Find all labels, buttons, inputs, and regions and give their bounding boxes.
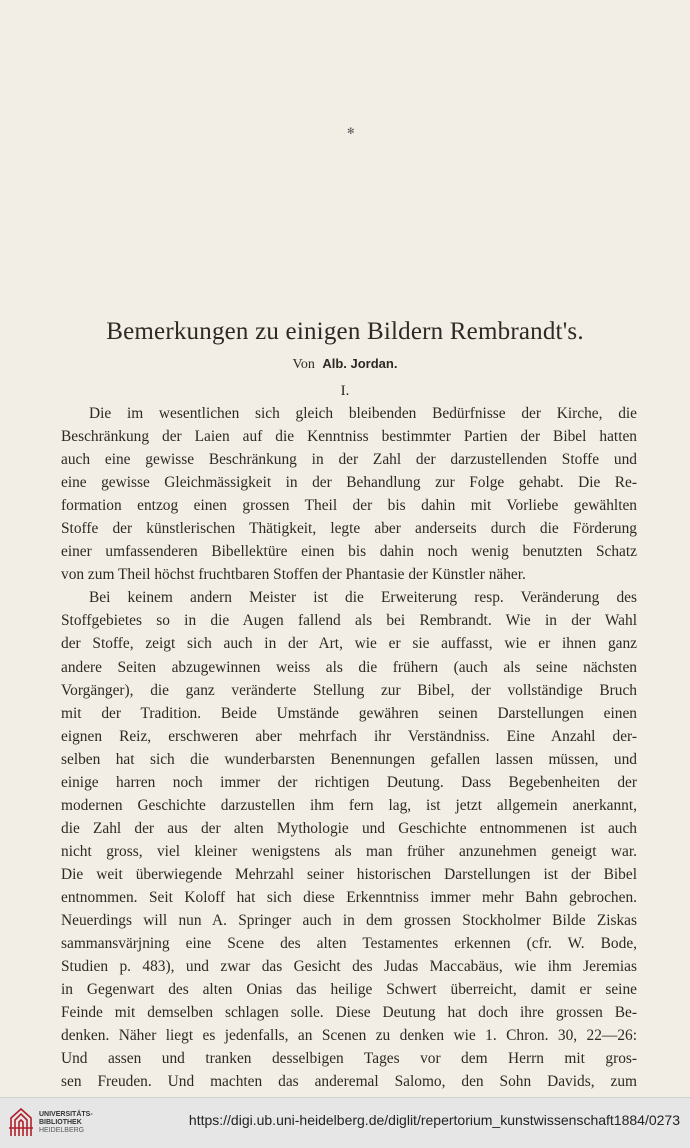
text-line: Bei keinem andern Meister ist die Erweiterung resp. Veränderung des <box>89 589 637 607</box>
byline-prefix: Von <box>292 357 315 372</box>
text-line: Neuerdings will nun A. Springer auch in dem grossen Stockholmer Bilde Ziskas <box>61 912 637 930</box>
article-title: Bemerkungen zu einigen Bildern Rembrandt's. <box>106 318 584 345</box>
text-line: andere Seiten abzugewinnen weiss als die frühern (auch als seine nächsten <box>61 658 637 676</box>
text-line: Studien p. 483), und zwar das Gesicht des Judas Maccabäus, wie ihm Jeremias <box>61 958 637 976</box>
text-line: Stoffe der künstlerischen Thätigkeit, legte aber anderseits durch die Förderung <box>61 520 637 538</box>
text-line: denken. Näher liegt es jedenfalls, an Scenen zu denken wie 1. Chron. 30, 22—26: <box>61 1027 637 1045</box>
text-line: Feinde mit demselben schlagen solle. Diese Deutung hat doch ihre grossen Be- <box>61 1004 637 1022</box>
text-line: eine gewisse Gleichmässigkeit in der Behandlung zur Folge gehabt. Die Re- <box>61 474 637 492</box>
text-line: Beschränkung der Laien auf die Kenntniss bestimmter Partien der Bibel hatten <box>61 428 637 446</box>
library-line-2: BIBLIOTHEK <box>39 1119 82 1126</box>
text-line: von zum Theil höchst fruchtbaren Stoffen der Phantasie der Künstler näher. <box>61 566 526 584</box>
text-line: sammansvärjning eine Scene des alten Testamentes erkennen (cfr. W. Bode, <box>61 935 637 953</box>
text-line: mit der Tradition. Beide Umstände gewähren seinen Darstellungen einen <box>61 704 637 722</box>
author-name: Alb. Jordan. <box>322 356 398 371</box>
text-line: in Gegenwart des alten Onias das heilige Schwert überreicht, damit er seine <box>61 981 637 999</box>
text-line: einer umfassenderen Bibellektüre einen bis dahin noch wenig benutzten Schatz <box>61 543 637 561</box>
text-line: entnommen. Seit Koloff hat sich diese Erkenntniss immer mehr Bahn gebrochen. <box>61 888 637 906</box>
text-line: der Stoffe, zeigt sich auch in der Art, wie er sie auffasst, wie er ihnen ganz <box>61 635 637 653</box>
library-name <box>39 1111 93 1135</box>
permalink-url[interactable]: https://digi.ub.uni-heidelberg.de/diglit/repertorium_kunstwissenschaft1884/0273 <box>188 1112 680 1128</box>
text-line: einige harren noch immer der richtigen Deutung. Dass Begebenheiten der <box>61 773 637 791</box>
body-text <box>61 402 637 1093</box>
university-logo-icon <box>8 1106 34 1138</box>
text-line: sen Freuden. Und machten das anderemal Salomo, den Sohn Davids, zum <box>61 1073 637 1091</box>
text-line: Die im wesentlichen sich gleich bleibenden Bedürfnisse der Kirche, die <box>89 405 637 422</box>
byline <box>0 356 690 373</box>
text-line: auch eine gewisse Beschränkung in der Zahl der darzustellenden Stoffe und <box>61 451 637 469</box>
page-mark: ✻ <box>347 126 355 136</box>
text-line: die Zahl der aus der alten Mythologie und Geschichte entnommenen ist auch <box>61 819 637 837</box>
text-line: Und assen und tranken desselbigen Tages vor dem Herrn mit gros- <box>61 1050 637 1068</box>
text-line: Vorgänger), die ganz veränderte Stellung zur Bibel, der vollständige Bruch <box>61 681 637 699</box>
text-line: modernen Geschichte darzustellen ihm fern lag, ist jetzt allgemein anerkannt, <box>61 796 637 814</box>
text-line: eignen Reiz, erschweren aber mehrfach ihr Verständniss. Eine Anzahl der- <box>61 727 637 745</box>
section-number: I. <box>340 383 350 399</box>
viewer-footer <box>0 1097 690 1148</box>
library-line-3: HEIDELBERG <box>39 1127 85 1134</box>
text-line: Stoffgebietes so in die Augen fallend als bei Rembrandt. Wie in der Wahl <box>61 612 637 630</box>
text-line: selben hat sich die wunderbarsten Benennungen gefallen lassen müssen, und <box>61 750 637 768</box>
text-line: formation entzog einen grossen Theil der bis dahin mit Vorliebe gewählten <box>61 497 637 515</box>
text-line: nicht gross, viel kleiner wenigstens als man früher anzunehmen geneigt war. <box>61 842 637 860</box>
text-line: Die weit überwiegende Mehrzahl seiner historischen Darstellungen ist der Bibel <box>61 865 637 883</box>
library-line-1: UNIVERSITÄTS- <box>39 1111 93 1118</box>
